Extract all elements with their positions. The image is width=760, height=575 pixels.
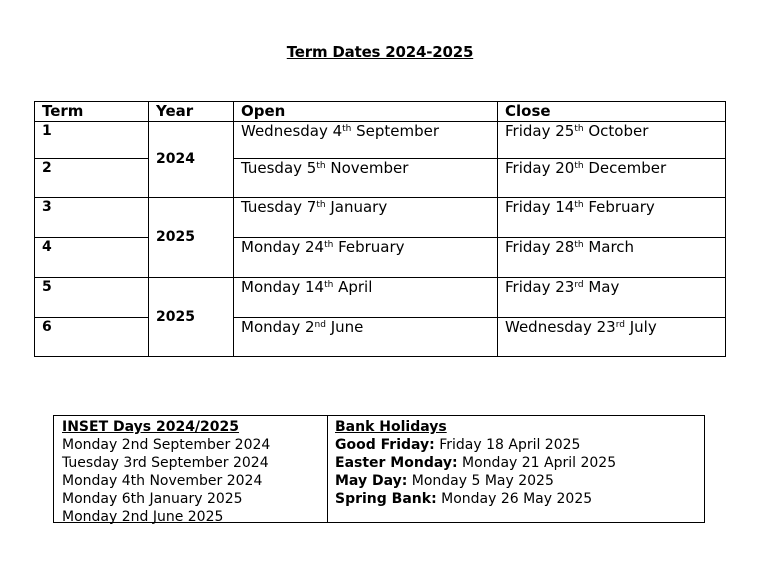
table-row <box>35 238 726 278</box>
table-row <box>35 318 726 357</box>
year-cell: 2025 <box>149 198 234 278</box>
term-number: 4 <box>35 238 149 278</box>
term-number: 2 <box>35 159 149 198</box>
bank-holiday <box>335 454 704 472</box>
bank-holiday-date: Monday 21 April 2025 <box>457 455 617 471</box>
bank-holiday-date: Monday 5 May 2025 <box>407 473 554 489</box>
holidays-box <box>53 415 705 523</box>
open-date: Monday 2nd June <box>234 318 498 357</box>
term-dates-table <box>34 101 726 357</box>
bank-holiday-date: Monday 26 May 2025 <box>436 491 593 507</box>
bank-holiday <box>335 436 704 454</box>
header-close: Close <box>498 102 726 122</box>
term-number: 1 <box>35 122 149 159</box>
year-cell: 2025 <box>149 278 234 357</box>
open-date: Monday 14th April <box>234 278 498 318</box>
bank-holiday-name: Spring Bank: <box>335 491 437 507</box>
bank-holidays-section <box>328 416 704 522</box>
inset-days-heading: INSET Days 2024/2025 <box>62 419 240 435</box>
term-number: 5 <box>35 278 149 318</box>
close-date: Friday 23rd May <box>498 278 726 318</box>
table-header-row <box>35 102 726 122</box>
term-number: 3 <box>35 198 149 238</box>
bank-holiday-name: Good Friday: <box>335 437 435 453</box>
year-cell: 2024 <box>149 122 234 198</box>
bank-holiday-name: Easter Monday: <box>335 455 458 471</box>
bank-holidays-heading: Bank Holidays <box>335 419 447 435</box>
table-row <box>35 198 726 238</box>
bank-holiday-name: May Day: <box>335 473 408 489</box>
close-date: Friday 28th March <box>498 238 726 278</box>
close-date: Friday 14th February <box>498 198 726 238</box>
bank-holiday <box>335 472 704 490</box>
open-date: Tuesday 5th November <box>234 159 498 198</box>
close-date: Wednesday 23rd July <box>498 318 726 357</box>
inset-days-section <box>54 416 328 525</box>
open-date: Tuesday 7th January <box>234 198 498 238</box>
open-date: Monday 24th February <box>234 238 498 278</box>
inset-day: Monday 2nd June 2025 <box>62 509 224 525</box>
bank-holiday <box>335 490 704 508</box>
close-date: Friday 25th October <box>498 122 726 159</box>
inset-day: Monday 4th November 2024 <box>62 473 263 489</box>
inset-day: Monday 2nd September 2024 <box>62 437 271 453</box>
open-date: Wednesday 4th September <box>234 122 498 159</box>
close-date: Friday 20th December <box>498 159 726 198</box>
table-row <box>35 159 726 198</box>
document-title: Term Dates 2024-2025 <box>286 43 474 61</box>
inset-day: Tuesday 3rd September 2024 <box>62 455 269 471</box>
header-term: Term <box>35 102 149 122</box>
header-open: Open <box>234 102 498 122</box>
table-row <box>35 122 726 159</box>
bank-holiday-date: Friday 18 April 2025 <box>434 437 581 453</box>
header-year: Year <box>149 102 234 122</box>
term-number: 6 <box>35 318 149 357</box>
table-row <box>35 278 726 318</box>
inset-day: Monday 6th January 2025 <box>62 491 243 507</box>
